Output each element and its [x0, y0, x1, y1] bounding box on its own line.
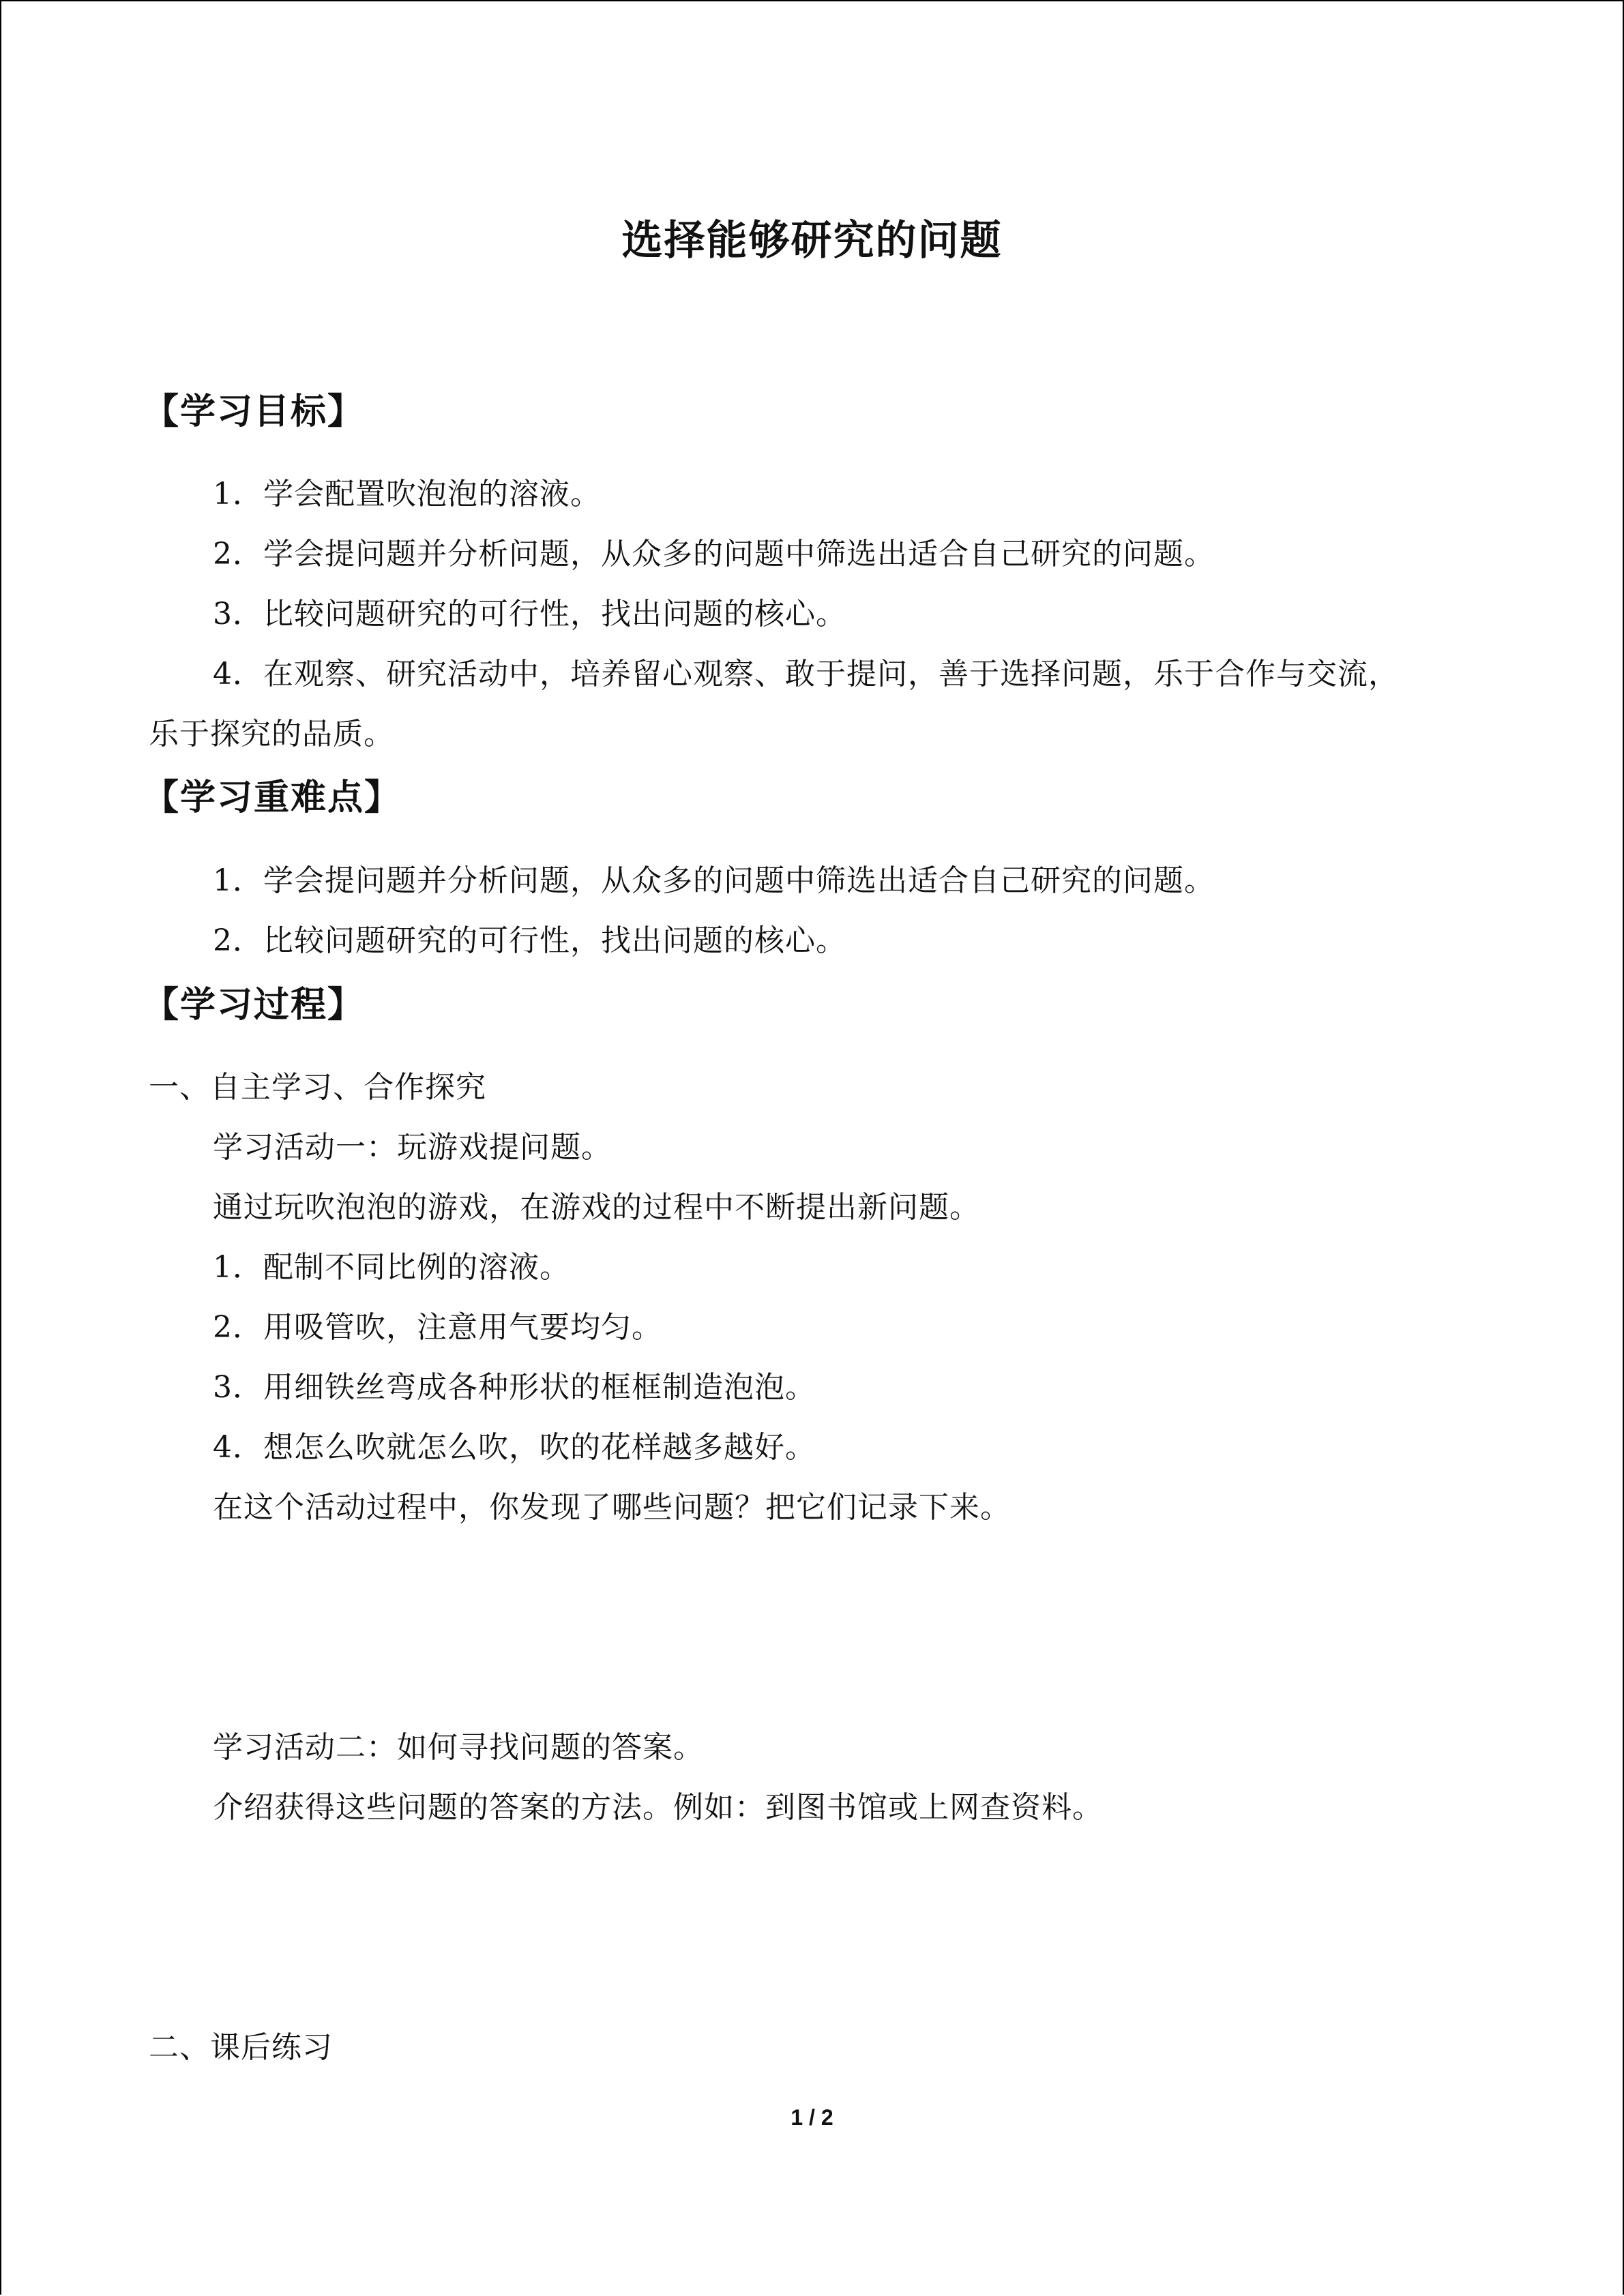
part2-title: 二、课后练习 — [149, 2030, 333, 2065]
activity2-title: 学习活动二：如何寻找问题的答案。 — [213, 1730, 704, 1765]
page-number: 1 / 2 — [791, 2105, 833, 2130]
activity1-step-4: 4．想怎么吹就怎么吹，吹的花样越多越好。 — [213, 1430, 816, 1465]
objective-item-3: 3．比较问题研究的可行性，找出问题的核心。 — [213, 597, 846, 631]
process-heading: 【学习过程】 — [143, 985, 365, 1026]
activity1-question: 在这个活动过程中，你发现了哪些问题？把它们记录下来。 — [213, 1490, 1011, 1525]
key-points-heading: 【学习重难点】 — [143, 777, 402, 818]
objective-item-4-continued: 乐于探究的品质。 — [149, 717, 394, 751]
activity2-intro: 介绍获得这些问题的答案的方法。例如：到图书馆或上网查资料。 — [213, 1790, 1103, 1825]
activity1-step-1: 1．配制不同比例的溶液。 — [213, 1250, 570, 1285]
objectives-heading: 【学习目标】 — [143, 391, 365, 432]
objective-item-1: 1．学会配置吹泡泡的溶液。 — [213, 477, 601, 511]
activity1-step-2: 2．用吸管吹，注意用气要均匀。 — [213, 1310, 662, 1345]
activity1-intro: 通过玩吹泡泡的游戏，在游戏的过程中不断提出新问题。 — [213, 1190, 980, 1225]
activity1-step-3: 3．用细铁丝弯成各种形状的框框制造泡泡。 — [213, 1370, 816, 1405]
objective-item-4: 4．在观察、研究活动中，培养留心观察、敢于提问，善于选择问题，乐于合作与交流， — [213, 657, 1399, 691]
part1-title: 一、自主学习、合作探究 — [149, 1070, 486, 1105]
page-title: 选择能够研究的问题 — [621, 217, 1003, 265]
objective-item-2: 2．学会提问题并分析问题，从众多的问题中筛选出适合自己研究的问题。 — [213, 537, 1215, 571]
key-point-item-2: 2．比较问题研究的可行性，找出问题的核心。 — [213, 923, 846, 958]
activity1-title: 学习活动一：玩游戏提问题。 — [213, 1130, 612, 1165]
key-point-item-1: 1．学会提问题并分析问题，从众多的问题中筛选出适合自己研究的问题。 — [213, 863, 1215, 898]
